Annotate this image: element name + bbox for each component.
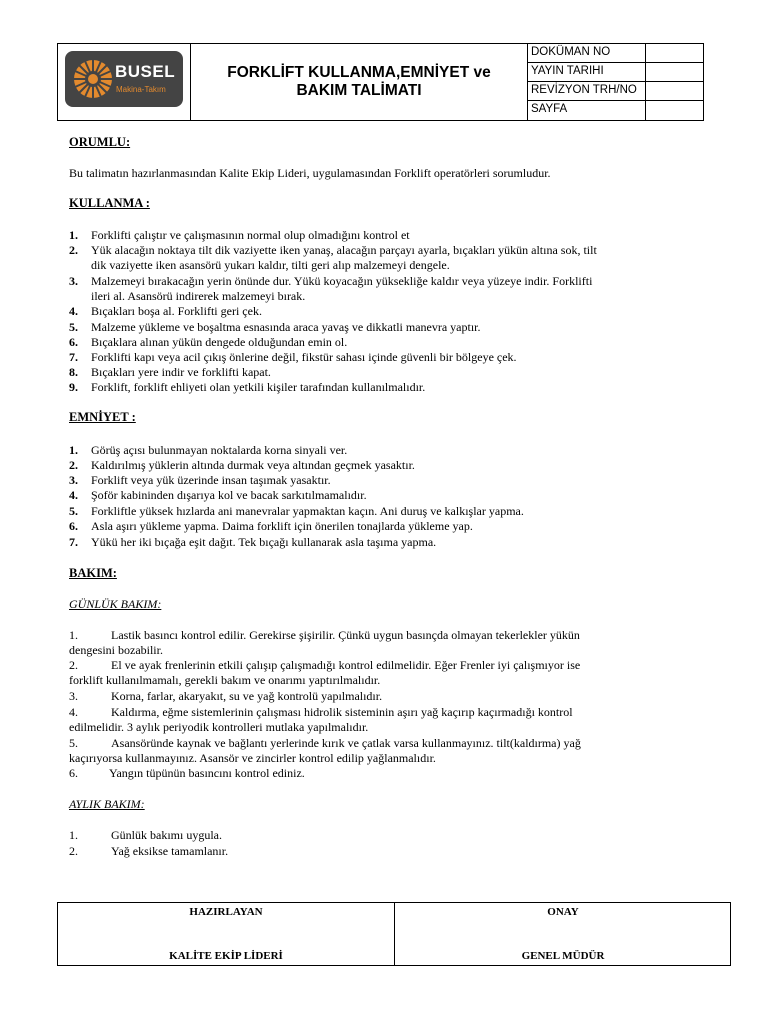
item-text: Malzeme yükleme ve boşaltma esnasında araca yavaş ve dikkatli manevra yaptır. bbox=[91, 320, 481, 334]
item-text: Asansöründe kaynak ve bağlantı yerlerinde kırık ve çatlak varsa kullanmayınız. tilt(kaldırma) yağ bbox=[111, 736, 581, 750]
item-number: 3. bbox=[69, 689, 78, 703]
title-cell bbox=[191, 44, 528, 120]
list-item bbox=[69, 828, 222, 842]
item-number: 2. bbox=[69, 458, 78, 472]
item-text: Bıçakları yere indir ve forklifti kapat. bbox=[91, 365, 271, 379]
meta-label: YAYIN TARIHI bbox=[531, 65, 604, 77]
document-header bbox=[57, 43, 704, 121]
gear-wheel-icon bbox=[73, 59, 113, 99]
item-text-continued: dik vaziyette iken asansörü yukarı kaldır, tilti geri alıp malzemeyi dengele. bbox=[91, 258, 450, 272]
title-line-2: BAKIM TALİMATI bbox=[296, 82, 422, 99]
approval-label: ONAY bbox=[547, 906, 579, 918]
meta-value bbox=[645, 44, 704, 63]
list-item bbox=[69, 473, 331, 487]
document-title bbox=[199, 64, 519, 100]
item-text: Forklifti çalıştır ve çalışmasının normal olup olmadığını kontrol et bbox=[91, 228, 410, 242]
item-number: 1. bbox=[69, 228, 78, 242]
item-text-continued: forklift kullanılmamalı, gerekli bakım ve onarımı yaptırılmalıdır. bbox=[69, 673, 381, 687]
list-item bbox=[69, 274, 592, 288]
logo-cell bbox=[58, 44, 191, 120]
list-item bbox=[69, 766, 305, 780]
item-text: Yangın tüpünün basıncını kontrol ediniz. bbox=[109, 766, 305, 780]
item-text: Forklift veya yük üzerinde insan taşımak yasaktır. bbox=[91, 473, 331, 487]
item-text: Şoför kabininden dışarıya kol ve bacak sarkıtılmamalıdır. bbox=[91, 488, 367, 502]
meta-row-publish-date bbox=[528, 63, 703, 82]
item-text: Kaldırma, eğme sistemlerinin çalışması hidrolik sisteminin aşırı yağ kaçırıp kaçırmadığı kontrol bbox=[111, 705, 573, 719]
item-number: 1. bbox=[69, 628, 78, 642]
list-item bbox=[69, 304, 262, 318]
item-text: Görüş açısı bulunmayan noktalarda korna sinyali ver. bbox=[91, 443, 348, 457]
item-text: Yükü her iki bıçağa eşit dağıt. Tek bıçağı kullanarak asla taşıma yapma. bbox=[91, 535, 437, 549]
item-text: Bıçakları boşa al. Forklifti geri çek. bbox=[91, 304, 262, 318]
item-number: 5. bbox=[69, 320, 78, 334]
sorumlu-text: Bu talimatın hazırlanmasından Kalite Ekip Lideri, uygulamasından Forklift operatörleri sorumludur. bbox=[69, 166, 551, 180]
busel-logo bbox=[65, 51, 183, 107]
item-number: 3. bbox=[69, 274, 78, 288]
item-text-continued: dengesini bozabilir. bbox=[69, 643, 163, 657]
item-text: Korna, farlar, akaryakıt, su ve yağ kontrolü yapılmalıdır. bbox=[111, 689, 383, 703]
approval-role: GENEL MÜDÜR bbox=[521, 950, 605, 962]
list-item bbox=[69, 320, 481, 334]
item-number: 5. bbox=[69, 504, 78, 518]
subheading-aylik-bakim: AYLIK BAKIM: bbox=[69, 797, 145, 811]
meta-row-doc-no bbox=[528, 44, 703, 63]
item-text: El ve ayak frenlerinin etkili çalışıp çalışmadığı kontrol edilmelidir. Eğer Frenler iyi çalışmıyor ise bbox=[111, 658, 581, 672]
list-item bbox=[69, 350, 517, 364]
item-text: Bıçaklara alınan yükün dengede olduğundan emin ol. bbox=[91, 335, 348, 349]
item-text: Günlük bakımı uygula. bbox=[111, 828, 222, 842]
item-number: 4. bbox=[69, 705, 78, 719]
list-item bbox=[69, 535, 436, 549]
item-text: Lastik basıncı kontrol edilir. Gerekirse şişirilir. Çünkü uygun basınçda olmayan tekerlekler yükün bbox=[111, 628, 580, 642]
meta-value bbox=[645, 82, 704, 101]
item-number: 2. bbox=[69, 658, 78, 672]
list-item bbox=[69, 705, 573, 719]
item-number: 4. bbox=[69, 488, 78, 502]
item-number: 7. bbox=[69, 535, 78, 549]
item-text: Forklift, forklift ehliyeti olan yetkili kişiler tarafından kullanılmalıdır. bbox=[91, 380, 426, 394]
item-text: Forklifti kapı veya acil çıkış önlerine değil, fikstür sahası içinde güvenli bir bölgeye çek. bbox=[91, 350, 517, 364]
item-text-continued: ileri al. Asansörü indirerek malzemeyi bırak. bbox=[91, 289, 306, 303]
item-text: Yük alacağın noktaya tilt dik vaziyette iken yanaş, alacağın parçayı ayarla, bıçakları yükün altına sok, tilt bbox=[91, 243, 597, 257]
list-item bbox=[69, 380, 425, 394]
signature-table bbox=[57, 902, 731, 966]
list-item bbox=[69, 658, 580, 672]
list-item bbox=[69, 736, 581, 750]
list-item bbox=[69, 488, 367, 502]
item-number: 6. bbox=[69, 335, 78, 349]
item-text: Asla aşırı yükleme yapma. Daima forklift için önerilen tonajlarda yükleme yap. bbox=[91, 519, 473, 533]
meta-label: REVİZYON TRH/NO bbox=[531, 84, 637, 96]
list-item bbox=[69, 628, 580, 642]
prepared-by-role: KALİTE EKİP LİDERİ bbox=[169, 950, 283, 962]
item-number: 2. bbox=[69, 844, 78, 858]
title-line-1: FORKLİFT KULLANMA,EMNİYET ve bbox=[227, 64, 491, 81]
section-heading-sorumlu: ORUMLU: bbox=[69, 135, 131, 149]
item-number: 1. bbox=[69, 443, 78, 457]
list-item bbox=[69, 443, 347, 457]
item-number: 5. bbox=[69, 736, 78, 750]
item-number: 6. bbox=[69, 519, 78, 533]
list-item bbox=[69, 519, 473, 533]
item-number: 2. bbox=[69, 243, 78, 257]
meta-row-revision bbox=[528, 82, 703, 101]
meta-label: SAYFA bbox=[531, 103, 568, 115]
logo-subtext: Makina-Takım bbox=[116, 85, 166, 94]
item-text: Yağ eksikse tamamlanır. bbox=[111, 844, 229, 858]
list-item bbox=[69, 228, 410, 242]
meta-label: DOKÜMAN NO bbox=[531, 46, 611, 58]
item-text-continued: edilmelidir. 3 aylık periyodik kontrolleri mutlaka yapılmalıdır. bbox=[69, 720, 369, 734]
meta-row-page bbox=[528, 101, 703, 120]
item-text: Malzemeyi bırakacağın yerin önünde dur. Yükü koyacağın yüksekliğe kaldır veya yüzeye indir. Forklifti bbox=[91, 274, 593, 288]
approval-cell bbox=[395, 903, 731, 965]
meta-value bbox=[645, 101, 704, 120]
item-number: 4. bbox=[69, 304, 78, 318]
list-item bbox=[69, 335, 347, 349]
prepared-by-cell bbox=[58, 903, 395, 965]
list-item bbox=[69, 844, 228, 858]
list-item bbox=[69, 365, 271, 379]
item-number: 1. bbox=[69, 828, 78, 842]
item-number: 6. bbox=[69, 766, 78, 780]
item-number: 3. bbox=[69, 473, 78, 487]
item-number: 8. bbox=[69, 365, 78, 379]
item-number: 7. bbox=[69, 350, 78, 364]
item-text: Forkliftle yüksek hızlarda ani manevralar yapmaktan kaçın. Ani duruş ve kalkışlar yapma. bbox=[91, 504, 524, 518]
meta-value bbox=[645, 63, 704, 82]
document-meta-table bbox=[528, 44, 703, 120]
item-text-continued: kaçırıyorsa kullanmayınız. Asansör ve zincirler kontrol edilip yağlanmalıdır. bbox=[69, 751, 436, 765]
prepared-by-label: HAZIRLAYAN bbox=[189, 906, 263, 918]
list-item bbox=[69, 689, 382, 703]
subheading-gunluk-bakim: GÜNLÜK BAKIM: bbox=[69, 597, 162, 611]
section-heading-emniyet: EMNİYET : bbox=[69, 410, 136, 424]
item-number: 9. bbox=[69, 380, 78, 394]
list-item bbox=[69, 458, 415, 472]
list-item bbox=[69, 504, 524, 518]
logo-brand-text: BUSEL bbox=[115, 62, 176, 81]
section-heading-bakim: BAKIM: bbox=[69, 566, 117, 580]
list-item bbox=[69, 243, 597, 257]
item-text: Kaldırılmış yüklerin altında durmak veya altından geçmek yasaktır. bbox=[91, 458, 415, 472]
section-heading-kullanma: KULLANMA : bbox=[69, 196, 150, 210]
